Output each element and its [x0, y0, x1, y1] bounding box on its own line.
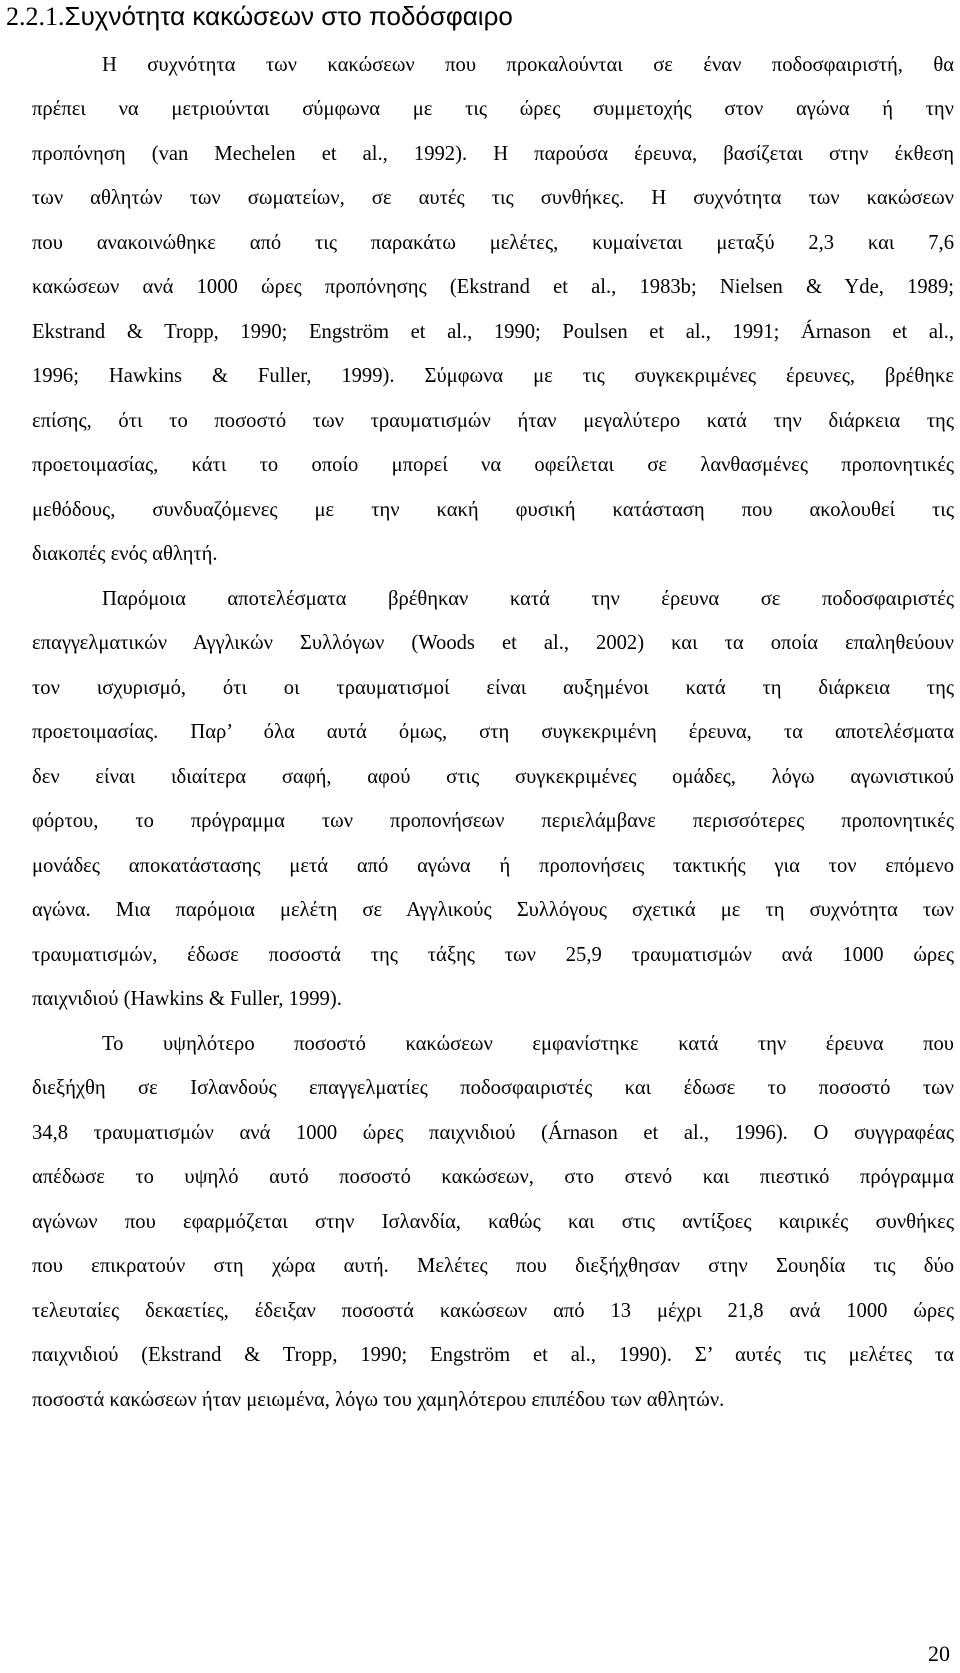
paragraph-line: πρέπει να μετριούνται σύμφωνα με τις ώρες συμμετοχής στον αγώνα ή την	[32, 98, 954, 120]
paragraph-line: απέδωσε το υψηλό αυτό ποσοστό κακώσεων, στο στενό και πιεστικό πρόγραμμα	[32, 1166, 954, 1188]
paragraph-line: Ekstrand & Tropp, 1990; Engström et al., 1990; Poulsen et al., 1991; Árnason et al.,	[32, 321, 954, 343]
paragraph-line: δεν είναι ιδιαίτερα σαφή, αφού στις συγκεκριμένες ομάδες, λόγω αγωνιστικού	[32, 766, 954, 788]
paragraph-line: παιχνιδιού (Hawkins & Fuller, 1999).	[32, 988, 342, 1010]
paragraph-line: που επικρατούν στη χώρα αυτή. Μελέτες που διεξήχθησαν στην Σουηδία τις δύο	[32, 1255, 954, 1277]
paragraph-line: διεξήχθη σε Ισλανδούς επαγγελματίες ποδοσφαιριστές και έδωσε το ποσοστό των	[32, 1077, 954, 1099]
paragraph-line: που ανακοινώθηκε από τις παρακάτω μελέτες, κυμαίνεται μεταξύ 2,3 και 7,6	[32, 232, 954, 254]
paragraph-line: 34,8 τραυματισμών ανά 1000 ώρες παιχνιδιού (Árnason et al., 1996). Ο συγγραφέας	[32, 1122, 954, 1144]
paragraph-line: φόρτου, το πρόγραμμα των προπονήσεων περιελάμβανε περισσότερες προπονητικές	[32, 810, 954, 832]
paragraph-line: διακοπές ενός αθλητή.	[32, 543, 218, 565]
section-number: 2.2.1.	[6, 2, 65, 31]
paragraph-line: μονάδες αποκατάστασης μετά από αγώνα ή προπονήσεις τακτικής για τον επόμενο	[32, 855, 954, 877]
paragraph-line: κακώσεων ανά 1000 ώρες προπόνησης (Ekstrand et al., 1983b; Nielsen & Yde, 1989;	[32, 276, 954, 298]
paragraph-line: Παρόμοια αποτελέσματα βρέθηκαν κατά την έρευνα σε ποδοσφαιριστές	[102, 588, 954, 610]
paragraph-line: τραυματισμών, έδωσε ποσοστά της τάξης των 25,9 τραυματισμών ανά 1000 ώρες	[32, 944, 954, 966]
paragraph-line: των αθλητών των σωματείων, σε αυτές τις συνθήκες. Η συχνότητα των κακώσεων	[32, 187, 954, 209]
paragraph-line: ποσοστά κακώσεων ήταν μειωμένα, λόγω του χαμηλότερου επιπέδου των αθλητών.	[32, 1389, 725, 1411]
page-number: 20	[928, 1641, 950, 1666]
paragraph-line: αγώνα. Μια παρόμοια μελέτη σε Αγγλικούς Συλλόγους σχετικά με τη συχνότητα των	[32, 899, 954, 921]
paragraph-line: Το υψηλότερο ποσοστό κακώσεων εμφανίστηκε κατά την έρευνα που	[102, 1033, 954, 1055]
paragraph-line: παιχνιδιού (Ekstrand & Tropp, 1990; Engström et al., 1990). Σ’ αυτές τις μελέτες τα	[32, 1344, 954, 1366]
paragraph-line: μεθόδους, συνδυαζόμενες με την κακή φυσική κατάσταση που ακολουθεί τις	[32, 499, 954, 521]
paragraph-line: επαγγελματικών Αγγλικών Συλλόγων (Woods et al., 2002) και τα οποία επαληθεύουν	[32, 632, 954, 654]
paragraph-line: προπόνηση (van Mechelen et al., 1992). Η παρούσα έρευνα, βασίζεται στην έκθεση	[32, 143, 954, 165]
paragraph-line: Η συχνότητα των κακώσεων που προκαλούνται σε έναν ποδοσφαιριστή, θα	[102, 54, 954, 76]
paragraph-line: τον ισχυρισμό, ότι οι τραυματισμοί είναι αυξημένοι κατά τη διάρκεια της	[32, 677, 954, 699]
paragraph-line: 1996; Hawkins & Fuller, 1999). Σύμφωνα με τις συγκεκριμένες έρευνες, βρέθηκε	[32, 365, 954, 387]
section-heading	[6, 0, 513, 33]
paragraph-line: προετοιμασίας. Παρ’ όλα αυτά όμως, στη συγκεκριμένη έρευνα, τα αποτελέσματα	[32, 721, 954, 743]
section-title: Συχνότητα κακώσεων στο ποδόσφαιρο	[64, 1, 513, 31]
paragraph-line: επίσης, ότι το ποσοστό των τραυματισμών ήταν μεγαλύτερο κατά την διάρκεια της	[32, 410, 954, 432]
paragraph-line: τελευταίες δεκαετίες, έδειξαν ποσοστά κακώσεων από 13 μέχρι 21,8 ανά 1000 ώρες	[32, 1300, 954, 1322]
paragraph-line: αγώνων που εφαρμόζεται στην Ισλανδία, καθώς και στις αντίξοες καιρικές συνθήκες	[32, 1211, 954, 1233]
paragraph-line: προετοιμασίας, κάτι το οποίο μπορεί να οφείλεται σε λανθασμένες προπονητικές	[32, 454, 954, 476]
